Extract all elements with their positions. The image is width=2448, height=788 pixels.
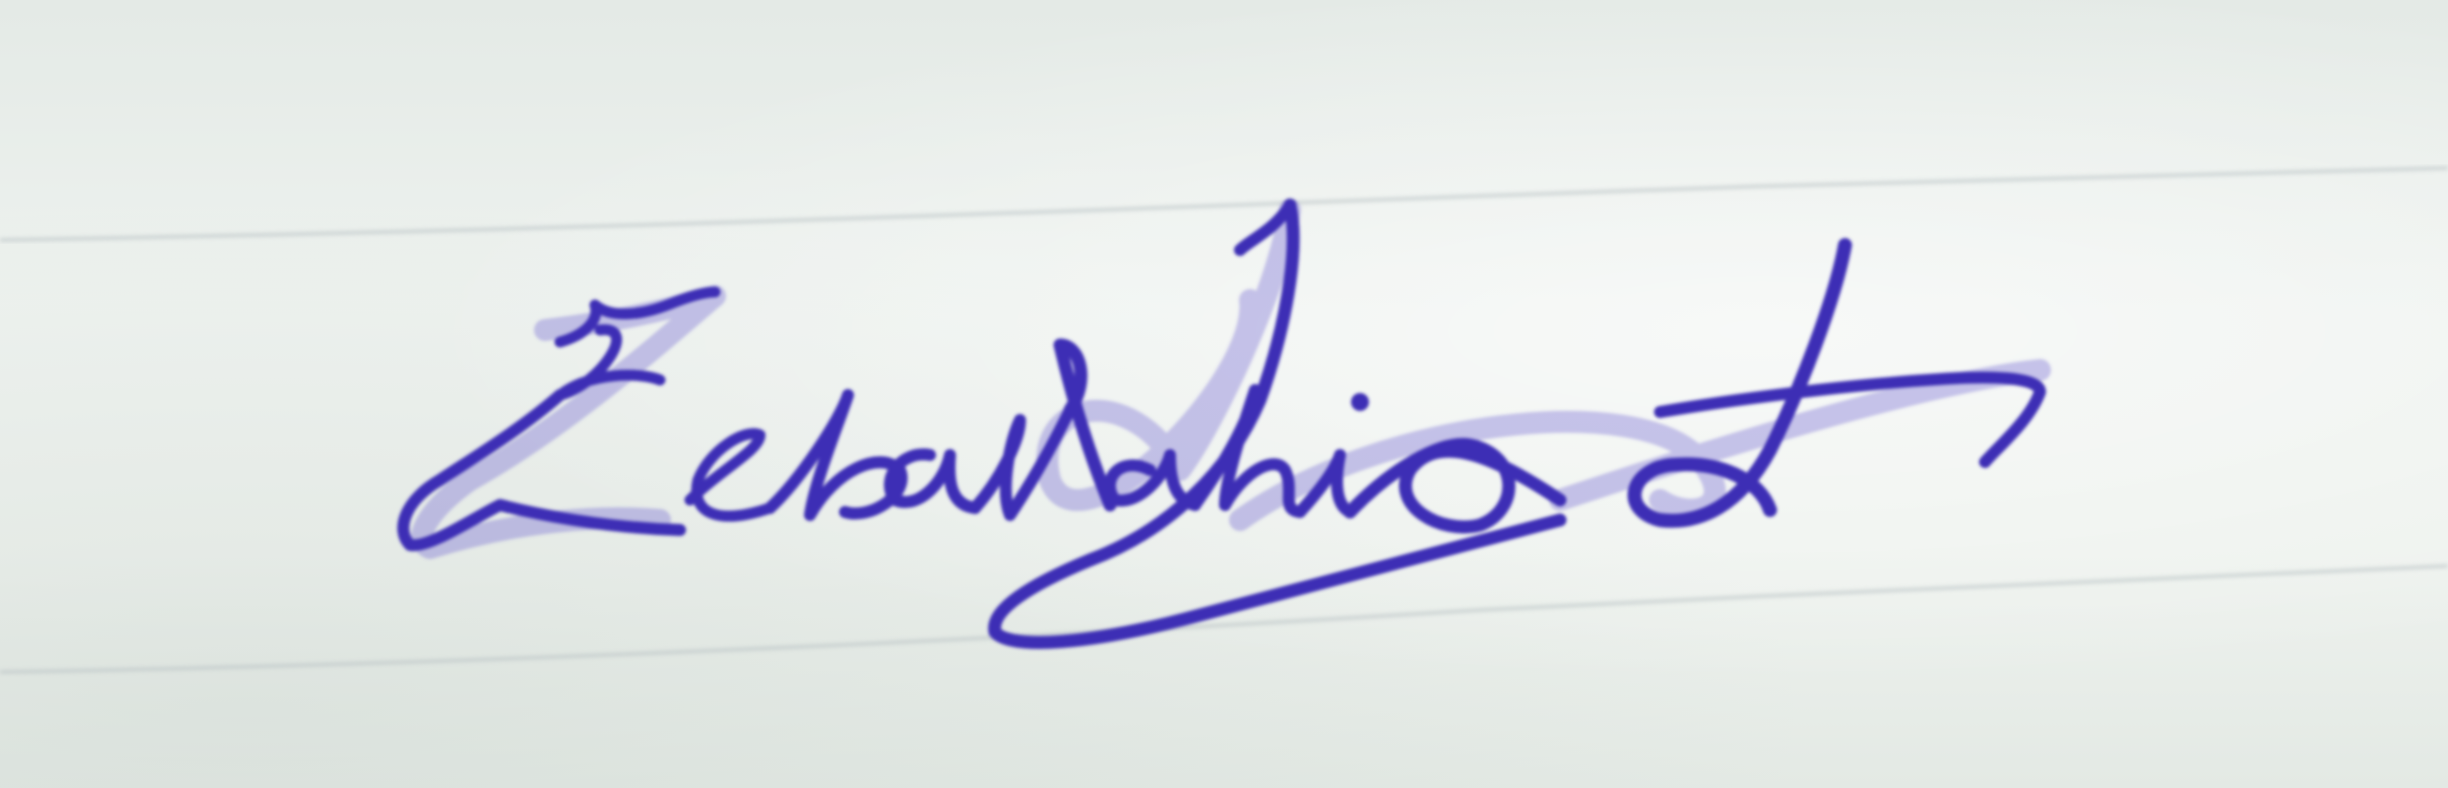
signature-stroke (770, 395, 902, 515)
signature-stroke (1635, 245, 1845, 521)
ruled-line (0, 566, 2448, 672)
signature-dot (1351, 393, 1369, 411)
signature-stroke (690, 434, 770, 516)
handwritten-signature (403, 205, 2040, 642)
ruled-line (0, 168, 2448, 240)
